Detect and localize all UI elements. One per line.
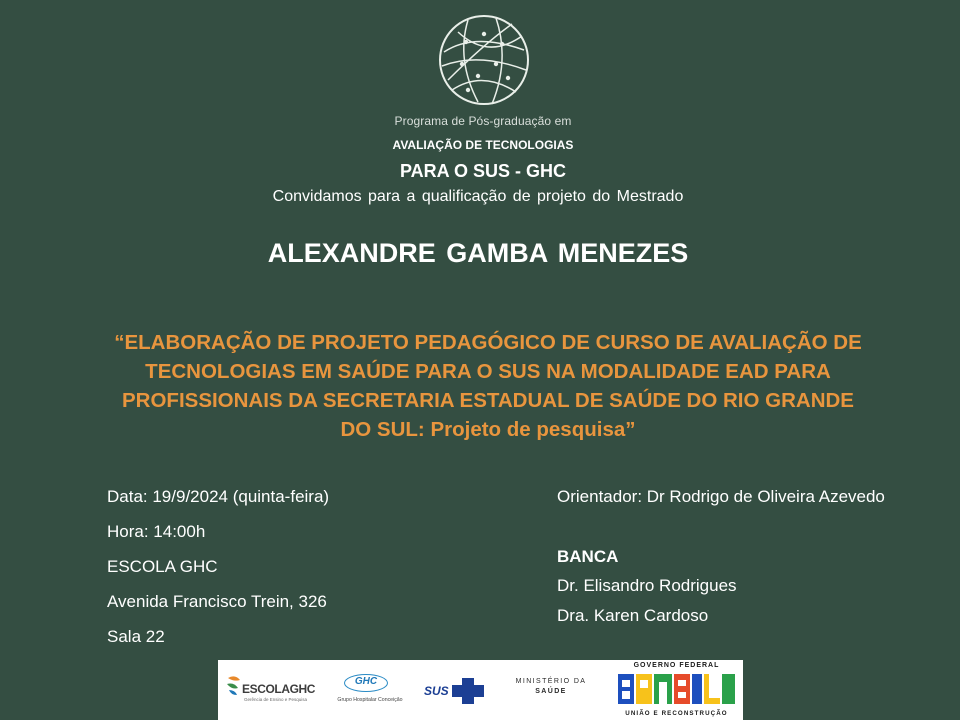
ministerio-line1: MINISTÉRIO DA xyxy=(515,678,587,685)
brasil-wordmark xyxy=(616,670,737,708)
ministerio-line2: SAÚDE xyxy=(535,688,567,695)
program-emblem-icon xyxy=(438,14,530,106)
project-title xyxy=(40,328,936,444)
event-venue: ESCOLA GHC xyxy=(107,557,218,576)
advisor: Orientador: Dr Rodrigo de Oliveira Azevedo xyxy=(557,487,885,506)
ministerio-saude-logo xyxy=(503,677,599,697)
ghc-subtitle: Grupo Hospitalar Conceição xyxy=(337,697,403,703)
event-room: Sala 22 xyxy=(107,627,165,646)
uniao-reconstrucao-text: UNIÃO E RECONSTRUÇÃO xyxy=(625,710,728,717)
governo-federal-text: GOVERNO FEDERAL xyxy=(633,662,720,669)
program-name-line1: Programa de Pós-graduação em xyxy=(394,114,572,128)
event-details xyxy=(107,486,329,661)
project-title-line: DO SUL: Projeto de pesquisa” xyxy=(340,418,636,441)
project-title-line: “ELABORAÇÃO DE PROJETO PEDAGÓGICO DE CURSO DE AVALIAÇÃO DE xyxy=(114,331,862,354)
escola-ghc-subtitle: Gerência de Ensino e Pesquisa xyxy=(244,697,308,702)
committee-member: Dra. Karen Cardoso xyxy=(557,605,709,625)
sus-logo xyxy=(424,675,486,707)
ghc-text: GHC xyxy=(354,676,378,687)
event-date: Data: 19/9/2024 (quinta-feira) xyxy=(107,487,330,506)
event-time: Hora: 14:00h xyxy=(107,522,206,541)
ghc-logo xyxy=(330,672,410,716)
event-address: Avenida Francisco Trein, 326 xyxy=(107,592,327,611)
project-title-line: PROFISSIONAIS DA SECRETARIA ESTADUAL DE SAÚDE DO RIO GRANDE xyxy=(122,389,854,412)
program-name-line2: AVALIAÇÃO DE TECNOLOGIAS xyxy=(392,138,574,152)
spacer xyxy=(557,516,885,546)
sponsor-logos-bar xyxy=(218,660,743,720)
invitation-text: Convidamos para a qualificação de projeto do Mestrado xyxy=(272,188,684,205)
escola-ghc-text: ESCOLAGHC xyxy=(242,682,316,696)
governo-federal-logo xyxy=(610,660,743,720)
project-title-line: TECNOLOGIAS EM SAÚDE PARA O SUS NA MODALIDADE EAD PARA xyxy=(145,360,831,383)
committee-info xyxy=(557,486,885,634)
sus-text: SUS xyxy=(424,684,449,698)
sus-cross-icon xyxy=(452,678,484,704)
candidate-name: ALEXANDRE GAMBA MENEZES xyxy=(267,238,689,268)
committee-heading: BANCA xyxy=(557,546,619,566)
committee-member: Dr. Elisandro Rodrigues xyxy=(557,576,737,595)
program-name-line3: PARA O SUS - GHC xyxy=(399,161,566,181)
